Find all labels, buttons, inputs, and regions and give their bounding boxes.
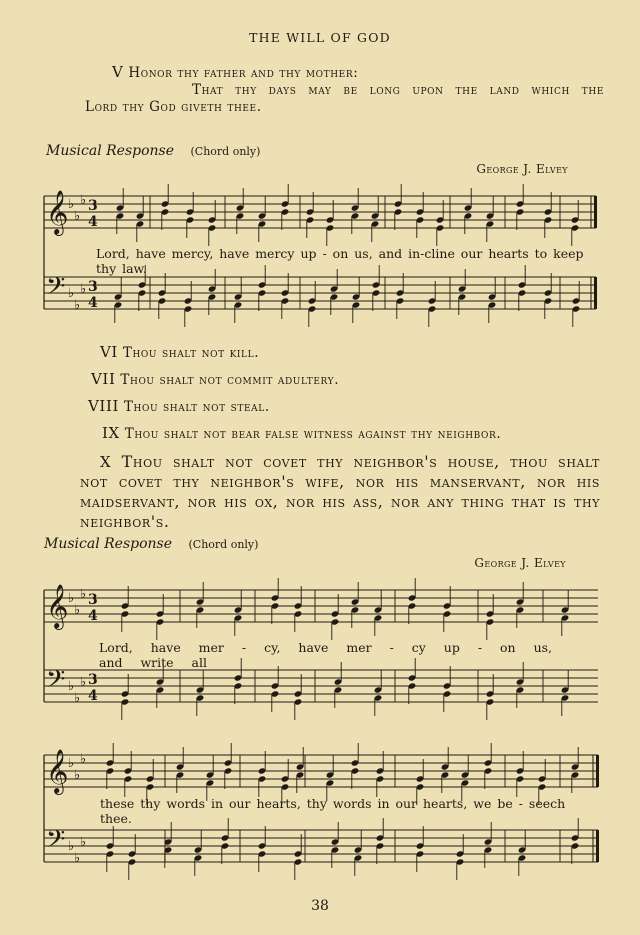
r2b-treble-flat: ♭ <box>80 752 87 767</box>
r2b-treble-flat: ♭ <box>74 768 81 783</box>
r2b-treble-treble-clef: 𝄞 <box>46 749 69 793</box>
r1-bass-final-thick <box>594 277 597 309</box>
r2a-bass-bass-clef: 𝄢 <box>46 665 66 700</box>
commandment-vi-text: Thou shalt not kill. <box>122 345 260 361</box>
response-1-label: Musical Response <box>46 143 175 159</box>
r1-bass-flat: ♭ <box>74 298 81 313</box>
commandment-x-line3: maidservant, nor his ox, nor his ass, nor any thing that is thy <box>80 492 600 511</box>
r2a-bass-time-top: 3 <box>88 672 98 688</box>
r1-treble-flat: ♭ <box>74 209 81 224</box>
response-2-label: Musical Response <box>44 536 173 552</box>
r2b-treble-final-thick <box>596 755 599 787</box>
r1-bass-time-top: 3 <box>88 279 98 295</box>
r1-bass-time-bottom: 4 <box>88 295 98 311</box>
response-2-note: (Chord only) <box>188 538 259 551</box>
response-1-composer: George J. Elvey <box>476 162 568 176</box>
r1-treble-final-thick <box>594 196 597 228</box>
commandment-x-line4: neighbor's. <box>80 512 170 531</box>
commandment-viii-numeral: VIII <box>88 397 120 415</box>
commandment-v-line3: Lord thy God giveth thee. <box>85 99 262 115</box>
r2a-treble-time-bottom: 4 <box>88 608 98 624</box>
r1-treble-treble-clef: 𝄞 <box>46 190 69 234</box>
r2b-treble-flat: ♭ <box>68 756 75 771</box>
r2a-treble-flat: ♭ <box>74 603 81 618</box>
commandment-x-line1-text: Thou shalt not covet thy neighbor's house, thou shalt <box>121 452 600 471</box>
commandment-x-numeral: X <box>100 453 112 471</box>
r2a-treble-time-top: 3 <box>88 592 98 608</box>
commandment-ix-numeral: IX <box>102 424 120 442</box>
r1-bass-bass-clef: 𝄢 <box>46 272 66 307</box>
running-head: THE WILL OF GOD <box>249 30 391 45</box>
commandment-vii-numeral: VII <box>91 370 116 388</box>
r2a-treble-treble-clef: 𝄞 <box>46 584 69 628</box>
r2a-bass-time-bottom: 4 <box>88 688 98 704</box>
r1-treble-flat: ♭ <box>80 193 87 208</box>
r2b-bass-final-thick <box>596 830 599 862</box>
r1-bass-flat: ♭ <box>80 282 87 297</box>
response-2-lyrics-line2: these thy words in our hearts, thy words in our hearts, we be - seech thee. <box>100 796 566 826</box>
r1-treble-flat: ♭ <box>68 197 75 212</box>
response-1-lyrics: Lord, have mercy, have mercy up - on us, and in-cline our hearts to keep thy law. <box>96 246 584 276</box>
commandment-viii-text: Thou shalt not steal. <box>123 399 270 415</box>
commandment-v-numeral: V <box>112 63 124 81</box>
r2b-bass-flat: ♭ <box>80 835 87 850</box>
commandment-vii-text: Thou shalt not commit adultery. <box>120 372 340 388</box>
r2a-bass-flat: ♭ <box>68 679 75 694</box>
r2b-bass-flat: ♭ <box>68 839 75 854</box>
r2a-treble-flat: ♭ <box>80 587 87 602</box>
response-2-lyrics-line1: Lord, have mer - cy, have mer - cy up - on us, and write all <box>99 640 553 670</box>
r2b-bass-bass-clef: 𝄢 <box>46 825 66 860</box>
commandment-vi-numeral: VI <box>100 343 118 361</box>
commandment-v-line2: That thy days may be long upon the land which the <box>192 82 604 98</box>
response-2-composer: George J. Elvey <box>474 556 566 570</box>
r1-treble-time-top: 3 <box>88 198 98 214</box>
r1-treble-time-bottom: 4 <box>88 214 98 230</box>
commandment-x-line2: not covet thy neighbor's wife, nor his manservant, nor his <box>80 472 600 491</box>
r2a-treble-flat: ♭ <box>68 591 75 606</box>
r2a-bass-flat: ♭ <box>74 691 81 706</box>
page-number: 38 <box>311 898 329 914</box>
r2a-bass-flat: ♭ <box>80 675 87 690</box>
response-1-note: (Chord only) <box>190 145 261 158</box>
r2b-bass-flat: ♭ <box>74 851 81 866</box>
commandment-v-line1: Honor thy father and thy mother: <box>128 65 359 81</box>
r1-bass-flat: ♭ <box>68 286 75 301</box>
commandment-ix-text: Thou shalt not bear false witness against thy neighbor. <box>124 426 502 442</box>
